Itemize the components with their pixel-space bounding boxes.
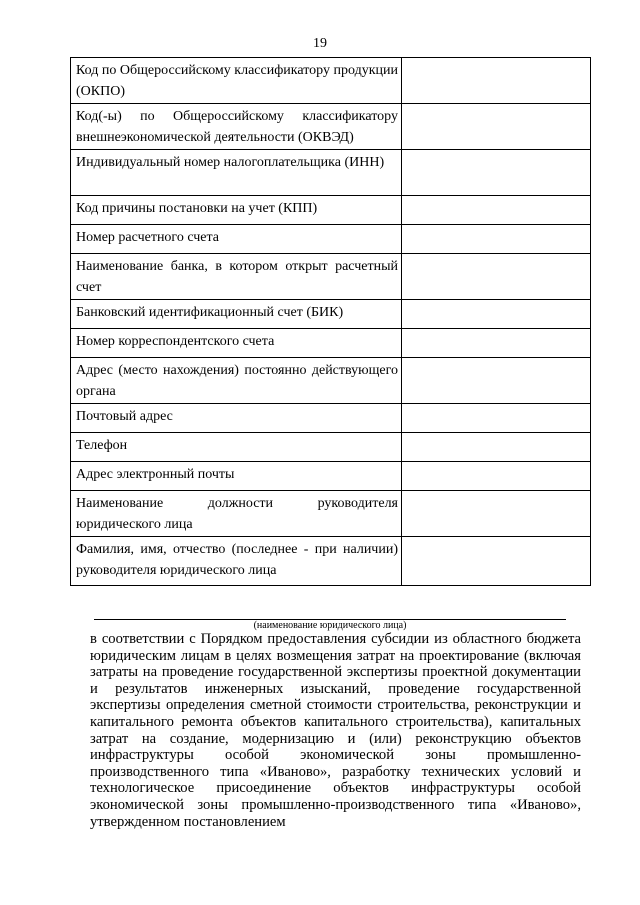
page-number: 19	[313, 36, 327, 51]
field-value[interactable]	[402, 462, 591, 491]
field-value[interactable]	[402, 104, 591, 150]
signature-caption: (наименование юридического лица)	[253, 620, 407, 631]
field-value[interactable]	[402, 254, 591, 300]
field-label: Код по Общероссийскому классификатору продукции (ОКПО)	[71, 58, 402, 104]
field-value[interactable]	[402, 537, 591, 586]
field-label: Номер расчетного счета	[71, 225, 402, 254]
table-row	[71, 254, 591, 300]
table-row	[71, 462, 591, 491]
table-row	[71, 491, 591, 537]
field-label: Адрес электронный почты	[71, 462, 402, 491]
field-value[interactable]	[402, 58, 591, 104]
field-value[interactable]	[402, 196, 591, 225]
table-row	[71, 358, 591, 404]
field-label: Наименование банка, в котором открыт расчетный счет	[71, 254, 402, 300]
field-value[interactable]	[402, 300, 591, 329]
field-value[interactable]	[402, 404, 591, 433]
field-label: Код(-ы) по Общероссийскому классификатору внешнеэкономической деятельности (ОКВЭД)	[71, 104, 402, 150]
field-value[interactable]	[402, 491, 591, 537]
table-row	[71, 300, 591, 329]
field-value[interactable]	[402, 225, 591, 254]
field-label: Индивидуальный номер налогоплательщика (ИНН)	[71, 150, 402, 196]
table-row	[71, 104, 591, 150]
table-row	[71, 58, 591, 104]
table-row	[71, 404, 591, 433]
table-row	[71, 433, 591, 462]
field-label: Номер корреспондентского счета	[71, 329, 402, 358]
field-label: Наименование должности руководителя юридического лица	[71, 491, 402, 537]
field-label: Почтовый адрес	[71, 404, 402, 433]
table-row	[71, 196, 591, 225]
table-row	[71, 329, 591, 358]
table-row	[71, 225, 591, 254]
field-label: Телефон	[71, 433, 402, 462]
table-row	[71, 150, 591, 196]
field-value[interactable]	[402, 329, 591, 358]
field-value[interactable]	[402, 433, 591, 462]
applicant-details-table	[70, 57, 591, 586]
field-label: Фамилия, имя, отчество (последнее - при наличии) руководителя юридического лица	[71, 537, 402, 586]
field-label: Адрес (место нахождения) постоянно действующего органа	[71, 358, 402, 404]
field-label: Банковский идентификационный счет (БИК)	[71, 300, 402, 329]
table-row	[71, 537, 591, 586]
field-value[interactable]	[402, 150, 591, 196]
body-text: в соответствии с Порядком предоставления субсидии из областного бюджета юридическим лицам в целях возмещения затрат на проектирование (включая затраты на проведение государственной экспертизы проектной документации и результатов инженерных изысканий, проведение государственной экспертизы определения сметной стоимости строительства, реконструкции и капитального ремонта объектов капитального строительства), капитальных затрат на создание, модернизацию и (или) реконструкцию объектов инфраструктуры особой экономической зоны промышленно-производственного типа «Иваново», разработку технических условий и технологическое присоединение объектов инфраструктуры особой экономической зоны промышленно-производственного типа «Иваново», утвержденном постановлением	[90, 631, 581, 830]
field-label: Код причины постановки на учет (КПП)	[71, 196, 402, 225]
field-value[interactable]	[402, 358, 591, 404]
